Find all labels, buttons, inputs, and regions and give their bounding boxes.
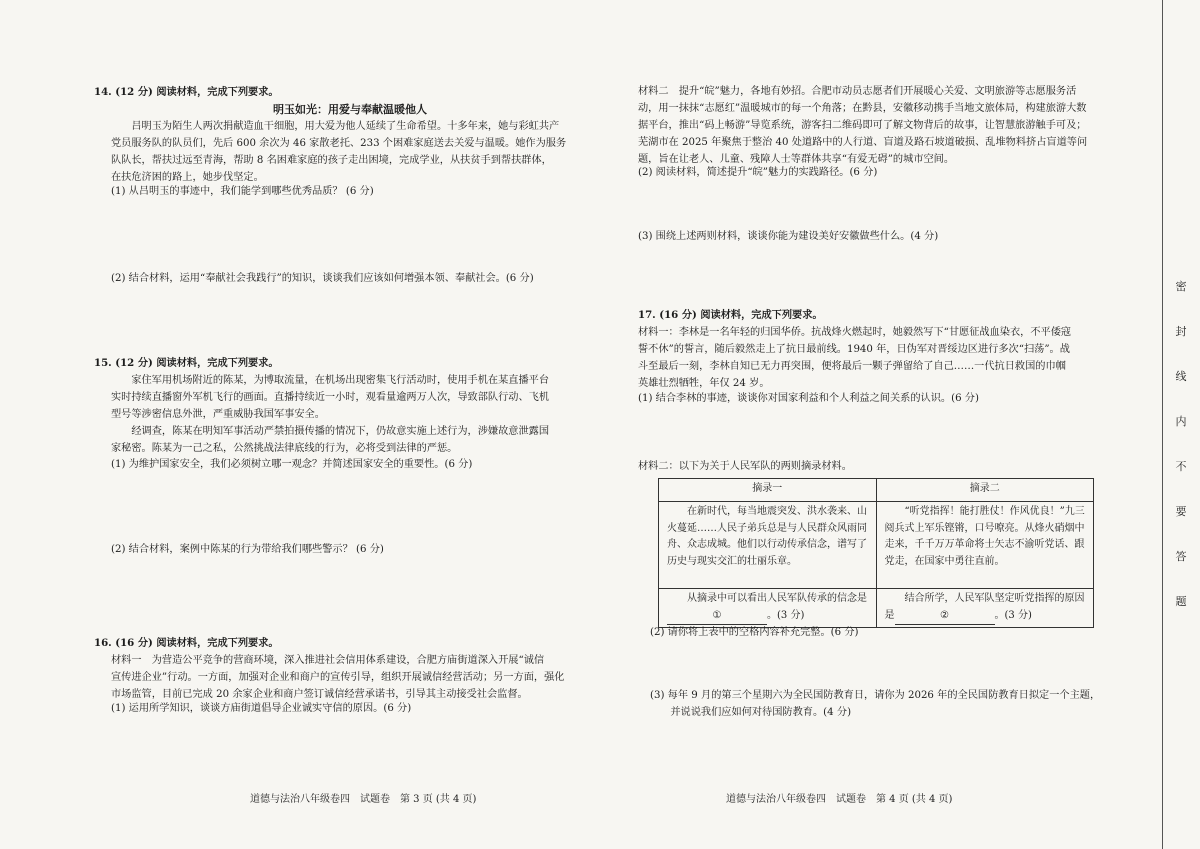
q15-question-1: (1) 为维护国家安全，我们必须树立哪一观念？并简述国家安全的重要性。(6 分)	[111, 459, 473, 470]
seal-char-7: 答	[1175, 550, 1187, 563]
q17-question-2: (2) 请你将上表中的空格内容补充完整。(6 分)	[650, 627, 859, 638]
blank-2[interactable]: ②	[895, 608, 995, 626]
fill-1-prefix: 从摘录中可以看出人民军队传承的信念是	[667, 593, 867, 604]
q15-material: 家住军用机场附近的陈某，为博取流量，在机场出现密集飞行活动时，使用手机在某直播平台 实时持续直播窗外军机飞行的画面。直播持续近一小时，观看量逾两万人次，导致部队行动、飞机 型号等涉密信息外泄，严重威胁我国军事安全。 经调查，陈某在明知军事活动严禁拍摄传播的情况下，仍故意实施上述行为，涉嫌故意泄露国 家秘密。陈某为一己之私，公然挑战法律底线的行为，必将受到法律的严惩。	[111, 375, 550, 454]
seal-char-2: 封	[1175, 325, 1187, 338]
q17-question-1: (1) 结合李林的事迹，谈谈你对国家利益和个人利益之间关系的认识。(6 分)	[638, 393, 979, 404]
q15-question-2: (2) 结合材料，案例中陈某的行为带给我们哪些警示？ (6 分)	[111, 544, 384, 555]
q14-material: 吕明玉为陌生人两次捐献造血干细胞，用大爱为他人延续了生命希望。十多年来，她与彩虹共产 党员服务队的队员们，先后 600 余次为 46 家散老托、233 个困难家庭送去关爱与温暖。她作为服务 队队长，帮扶过远至青海，帮助 8 名困难家庭的孩子走出困境，完成学业，从扶贫手到帮扶群体， 在扶危济困的路上，她步伐坚定。	[111, 121, 567, 183]
q14-question-2: (2) 结合材料，运用“奉献社会我践行”的知识，谈谈我们应该如何增强本领、奉献社会。(6 分)	[111, 273, 534, 284]
seal-char-3: 线	[1175, 370, 1187, 383]
right-page	[600, 0, 1160, 849]
q14-question-1: (1) 从吕明玉的事迹中，我们能学到哪些优秀品质？ (6 分)	[111, 186, 374, 197]
blank-1[interactable]: ①	[667, 608, 767, 626]
q16-question-3: (3) 围绕上述两则材料，谈谈你能为建设美好安徽做些什么。(4 分)	[638, 231, 939, 242]
binding-line-sidebar	[1162, 0, 1200, 849]
page-4-footer: 道德与法治八年级卷四 试题卷 第 4 页 (共 4 页)	[726, 794, 953, 805]
seal-char-4: 内	[1175, 415, 1187, 428]
fill-2-suffix: 。(3 分)	[994, 609, 1032, 621]
q14-heading: 14. (12 分) 阅读材料，完成下列要求。	[94, 86, 279, 98]
excerpt-1-fill	[659, 589, 877, 628]
excerpt-1-text: 在新时代，每当地震突发、洪水袭来、山火蔓延……人民子弟兵总是与人民群众风雨同舟、众志成城。他们以行动传承信念，谱写了历史与现实交汇的壮丽乐章。	[659, 502, 877, 589]
fill-1-suffix: 。(3 分)	[767, 609, 805, 621]
table-header-1: 摘录一	[659, 479, 877, 502]
q16-heading: 16. (16 分) 阅读材料，完成下列要求。	[94, 637, 279, 649]
table-header-2: 摘录二	[876, 479, 1094, 502]
q17-material-2-label: 材料二：以下为关于人民军队的两则摘录材料。	[638, 461, 852, 472]
q16-question-1: (1) 运用所学知识，谈谈方庙街道倡导企业诚实守信的原因。(6 分)	[111, 703, 412, 714]
q16-material-2: 材料二 提升“皖”魅力，各地有妙招。合肥市动员志愿者们开展暖心关爱、文明旅游等志愿服务活 动，用一抹抹“志愿红”温暖城市的每一个角落；在黔县，安徽移动携手当地文旅体局，构建旅游大数 据平台，推出“码上畅游”导览系统，游客扫二维码即可了解文物背后的故事，让智慧旅游触手可及； 芜湖市在 2025 年聚焦于整治 40 处道路中的人行道、盲道及路石坡道破损、乱堆物料挤占盲道等问 题，旨在让老人、儿童、残障人士等群体共享“有爱无碍”的城市空间。	[638, 86, 1088, 165]
seal-char-8: 题	[1175, 595, 1187, 608]
q17-material-1: 材料一：李林是一名年轻的归国华侨。抗战烽火燃起时，她毅然写下“甘愿征战血染衣，不平倭寇 誓不休”的誓言，随后毅然走上了抗日最前线。1940 年，日伪军对晋绥边区进行多次“扫荡”。战 斗至最后一刻，李林自知已无力再突围，便将最后一颗子弹留给了自己……一代抗日救国的巾帼 英雄壮烈牺牲，年仅 24 岁。	[638, 327, 1072, 389]
page-3-footer: 道德与法治八年级卷四 试题卷 第 3 页 (共 4 页)	[250, 794, 477, 805]
excerpt-2-text: “听党指挥！能打胜仗！作风优良！”九三阅兵式上军乐铿锵，口号嘹亮。从烽火硝烟中走来，千千万万革命将士矢志不渝听党话、跟党走，在国家中勇往直前。	[876, 502, 1094, 589]
seal-char-1: 密	[1175, 280, 1187, 293]
fill-2-prefix: 结合所学，人民军队坚定听党指挥的原因是	[884, 593, 1085, 621]
q14-title: 明玉如光：用爱与奉献温暖他人	[273, 103, 427, 116]
q17-heading: 17. (16 分) 阅读材料，完成下列要求。	[638, 309, 823, 321]
seal-char-6: 要	[1175, 505, 1187, 518]
seal-char-5: 不	[1175, 460, 1187, 473]
q17-question-3: (3) 每年 9 月的第三个星期六为全民国防教育日，请你为 2026 年的全民国防教育日拟定一个主题， 并说说我们应如何对待国防教育。(4 分)	[650, 690, 1101, 718]
excerpt-2-fill	[876, 589, 1094, 628]
excerpt-table	[658, 478, 1094, 628]
q16-question-2: (2) 阅读材料，简述提升“皖”魅力的实践路径。(6 分)	[638, 167, 878, 178]
q15-heading: 15. (12 分) 阅读材料，完成下列要求。	[94, 357, 279, 369]
q16-material-1: 材料一 为营造公平竞争的营商环境，深入推进社会信用体系建设，合肥方庙街道深入开展“诚信 宣传进企业”行动。一方面，加强对企业和商户的宣传引导，组织开展诚信经营活动；另一方面，强化 市场监管，目前已完成 20 余家企业和商户签订诚信经营承诺书，引导其主动接受社会监督。	[111, 655, 565, 700]
